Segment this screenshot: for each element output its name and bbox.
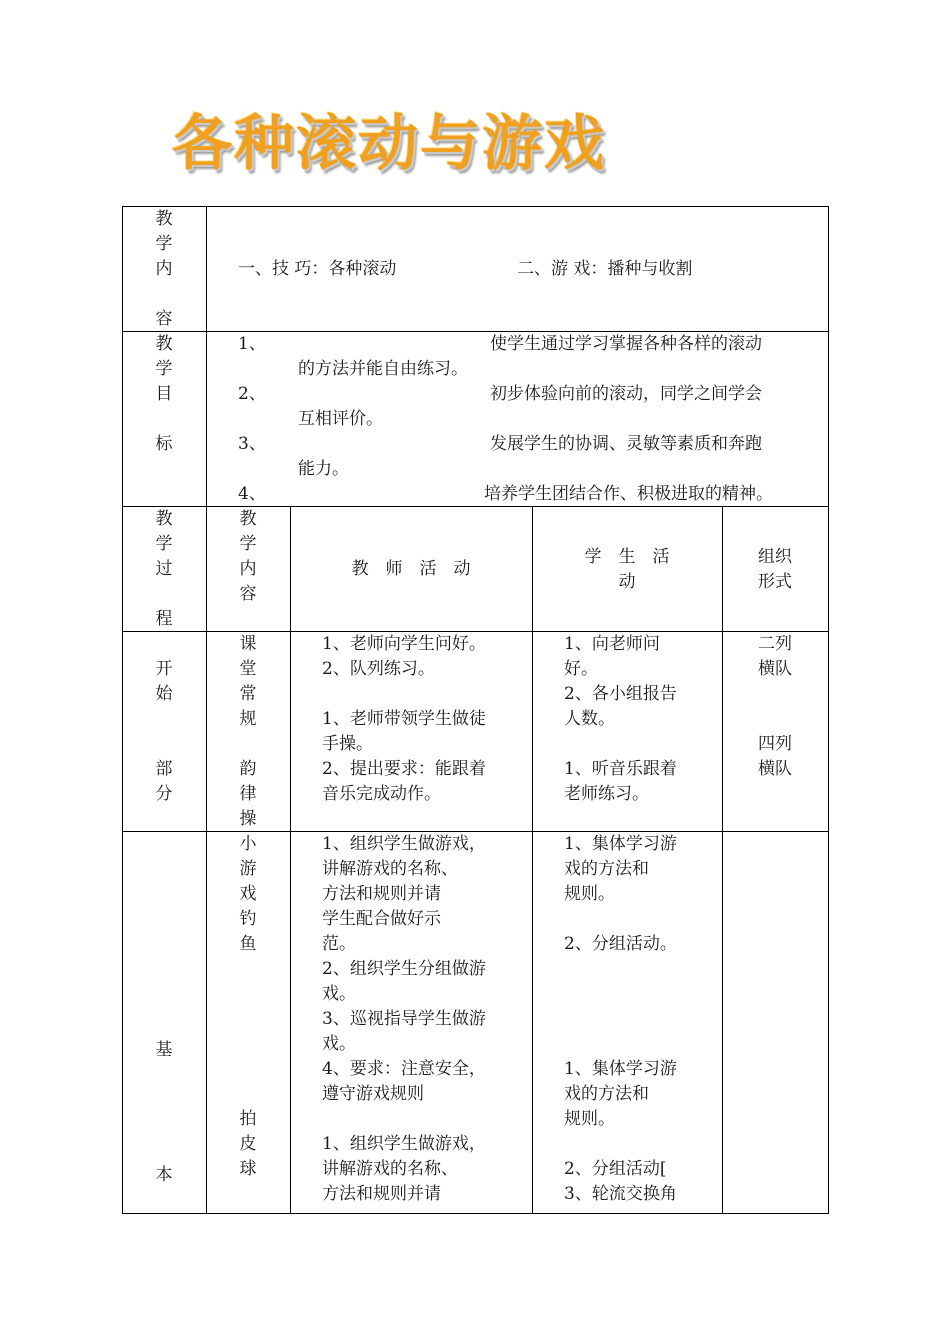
start-student-activities: 1、向老师问 好。 2、各小组报告 人数。 1、听音乐跟着 老师练习。 [564, 634, 677, 804]
goal-2-text: 初步体验向前的滚动，同学之间学会 [490, 384, 762, 404]
basic-phase-label: 基 本 [155, 1040, 173, 1185]
goal-4-text: 培养学生团结合作、积极进取的精神。 [484, 484, 773, 504]
page-title: 各种滚动与游戏 [172, 109, 606, 179]
basic-student-activities: 1、集体学习游 戏的方法和 规则。 2、分组活动。 1、集体学习游 戏的方法和 规则。 2、分组活动[ 3、轮流交换角 [564, 834, 677, 1204]
student-activity-header-cont: 动 [618, 572, 636, 592]
goal-3-text: 发展学生的协调、灵敏等素质和奔跑 [490, 434, 762, 454]
organization-header: 组织 形式 [758, 547, 792, 592]
goal-4-number: 4、 [238, 484, 266, 504]
goal-1-text-cont: 的方法并能自由练习。 [298, 359, 468, 379]
goal-1-number: 1、 [238, 334, 266, 354]
start-phase-label: 开 始 部 分 [155, 659, 173, 804]
basic-teacher-activities: 1、组织学生做游戏， 讲解游戏的名称、 方法和规则并请 学生配合做好示 范。 2、组织学生分组做游 戏。 3、巡视指导学生做游 戏。 4、要求：注意安全， 遵守游戏规则 1、组织学生做游戏， 讲解游戏的名称、 方法和规则并请 [322, 834, 486, 1204]
basic-content-label: 小 游 戏 钓 鱼 拍 皮 球 [239, 834, 257, 1179]
content-column-header: 教 学 内 容 [239, 509, 257, 604]
goal-2-number: 2、 [238, 384, 266, 404]
student-activity-header: 学 生 活 [584, 547, 670, 567]
goal-1-text: 使学生通过学习掌握各种各样的滚动 [490, 334, 762, 354]
content-item-skill: 一、技 巧：各种滚动 [238, 259, 397, 279]
start-content-label: 课 堂 常 规 韵 律 操 [239, 634, 257, 829]
content-header-label: 教 学 内 容 [155, 209, 173, 329]
content-item-game: 二、游 戏：播种与收割 [517, 259, 693, 279]
goal-3-text-cont: 能力。 [298, 459, 349, 479]
start-organization: 二列 横队 四列 横队 [758, 634, 792, 779]
process-header-label: 教 学 过 程 [155, 509, 173, 629]
goals-header-label: 教 学 目 标 [155, 334, 173, 454]
goal-2-text-cont: 互相评价。 [298, 409, 383, 429]
start-teacher-activities: 1、老师向学生问好。 2、队列练习。 1、老师带领学生做徒 手操。 2、提出要求：能跟着 音乐完成动作。 [322, 634, 486, 804]
goal-3-number: 3、 [238, 434, 266, 454]
teacher-activity-header: 教 师 活 动 [351, 559, 471, 579]
